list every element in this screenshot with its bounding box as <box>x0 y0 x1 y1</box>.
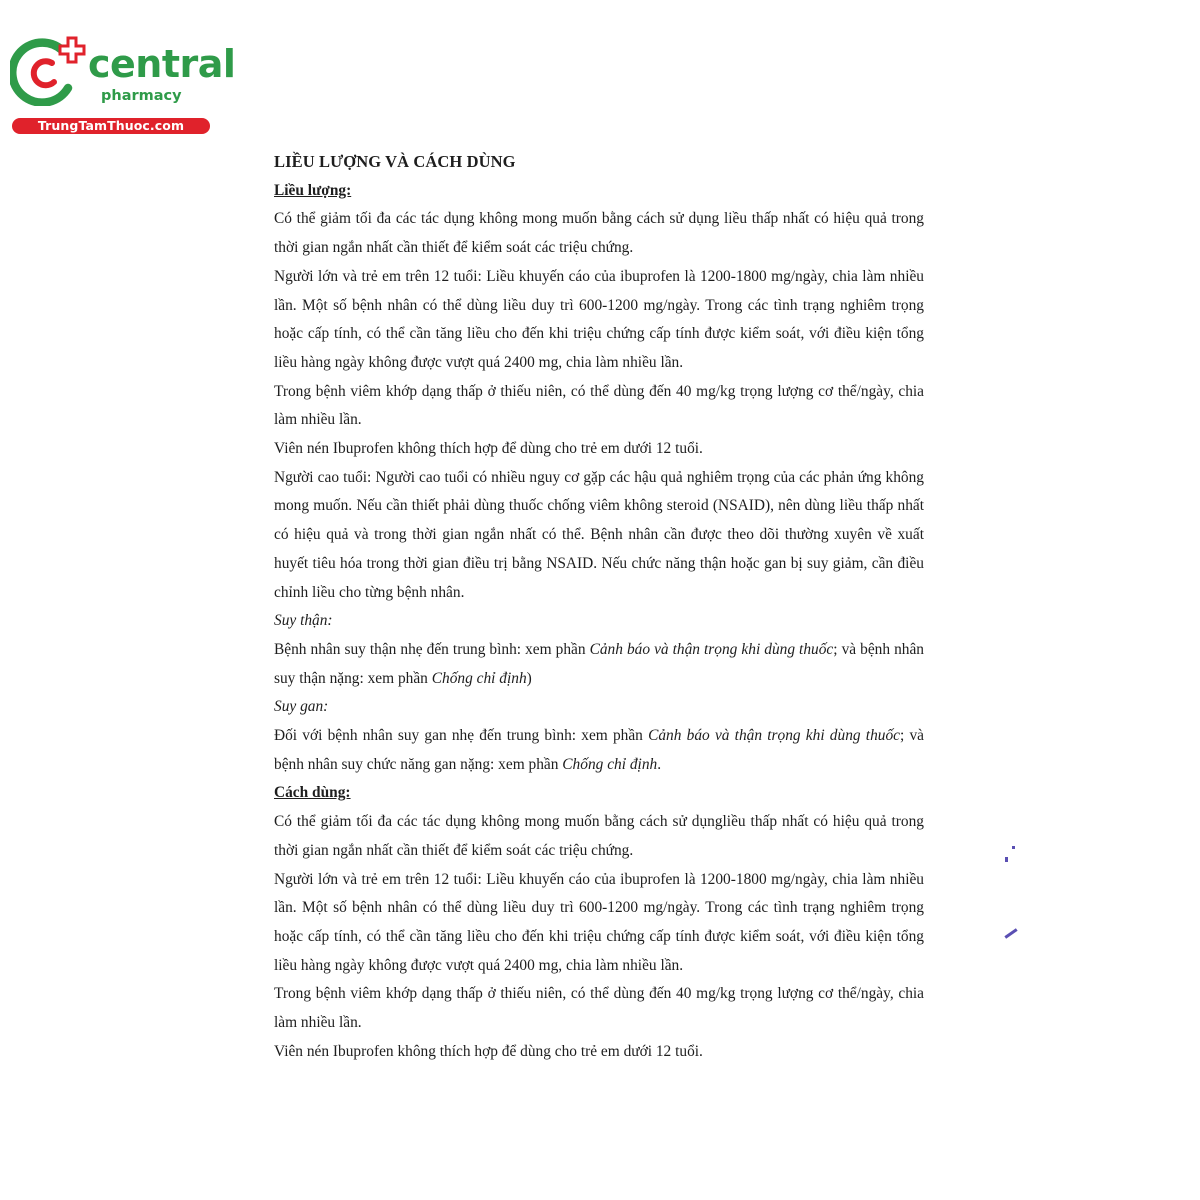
logo-wordmark: central <box>88 42 236 86</box>
usage-paragraph-1: Có thể giảm tối đa các tác dụng không mong muốn bằng cách sử dụngliều thấp nhất có hiệu quả trong thời gian ngắn nhất cần thiết để kiểm soát các triệu chứng. <box>274 813 924 859</box>
document-title: LIỀU LƯỢNG VÀ CÁCH DÙNG <box>274 152 516 171</box>
hepatic-text-a: Đối với bệnh nhân suy gan nhẹ đến trung bình: xem phần <box>274 727 649 745</box>
dosage-paragraph-5: Người cao tuổi: Người cao tuổi có nhiều nguy cơ gặp các hậu quả nghiêm trọng của các phản ứng không mong muốn. Nếu cần thiết phải dùng thuốc chống viêm không steroid (NSAID), nên dùng liều thấp nhất có hiệu quả và trong thời gian ngắn nhất có thể. Bệnh nhân cần được theo dõi thường xuyên về xuất huyết tiêu hóa trong thời gian điều trị bằng NSAID. Nếu chức năng thận hoặc gan bị suy giảm, cần điều chỉnh liều cho từng bệnh nhân. <box>274 468 924 601</box>
scan-artifact-dot <box>1005 857 1008 862</box>
scan-artifact-dot <box>1012 846 1015 849</box>
hepatic-reference-warnings: Cảnh báo và thận trọng khi dùng thuốc <box>648 727 900 745</box>
hepatic-impairment-paragraph <box>274 722 924 779</box>
hepatic-reference-contraindications: Chống chỉ định <box>562 755 658 773</box>
renal-reference-contraindications: Chống chỉ định <box>431 669 527 687</box>
pharmacy-cross-logo-icon <box>10 36 90 106</box>
document-body <box>274 148 924 1067</box>
hepatic-text-c: . <box>657 755 662 773</box>
renal-impairment-paragraph <box>274 636 924 693</box>
dosage-paragraph-3: Trong bệnh viêm khớp dạng thấp ở thiếu niên, có thể dùng đến 40 mg/kg trọng lượng cơ thể/ngày, chia làm nhiều lần. <box>274 382 924 429</box>
usage-heading: Cách dùng: <box>274 784 351 802</box>
dosage-paragraph-2: Người lớn và trẻ em trên 12 tuổi: Liều khuyến cáo của ibuprofen là 1200-1800 mg/ngày, chia làm nhiều lần. Một số bệnh nhân có thể dùng liều duy trì 600-1200 mg/ngày. Trong các tình trạng nghiêm trọng hoặc cấp tính, có thể cần tăng liều cho đến khi triệu chứng cấp tính được kiểm soát, với điều kiện tổng liều hàng ngày không được vượt quá 2400 mg, chia làm nhiều lần. <box>274 267 924 371</box>
hepatic-text-b: ; và bệnh nhân suy chức năng gan nặng: xem phần <box>274 727 925 773</box>
hepatic-impairment-heading: Suy gan: <box>274 698 329 716</box>
dosage-heading: Liều lượng: <box>274 181 352 199</box>
usage-paragraph-3: Trong bệnh viêm khớp dạng thấp ở thiếu niên, có thể dùng đến 40 mg/kg trọng lượng cơ thể/ngày, chia làm nhiều lần. <box>274 985 924 1032</box>
renal-text-b: ; và bệnh nhân suy thận nặng: xem phần <box>274 640 924 687</box>
renal-text-c: ) <box>526 669 532 687</box>
dosage-paragraph-4: Viên nén Ibuprofen không thích hợp để dùng cho trẻ em dưới 12 tuổi. <box>274 440 703 458</box>
logo-subtext: pharmacy <box>101 88 182 104</box>
logo-website-banner: TrungTamThuoc.com <box>12 118 210 134</box>
central-pharmacy-logo <box>10 36 236 136</box>
scan-artifact-stroke <box>1004 928 1017 938</box>
renal-reference-warnings: Cảnh báo và thận trọng khi dùng thuốc <box>589 640 834 658</box>
renal-text-a: Bệnh nhân suy thận nhẹ đến trung bình: xem phần <box>274 640 590 658</box>
usage-paragraph-4: Viên nén Ibuprofen không thích hợp để dùng cho trẻ em dưới 12 tuổi. <box>274 1042 703 1060</box>
dosage-paragraph-1: Có thể giảm tối đa các tác dụng không mong muốn bằng cách sử dụng liều thấp nhất có hiệu quả trong thời gian ngắn nhất cần thiết để kiểm soát các triệu chứng. <box>274 210 924 257</box>
renal-impairment-heading: Suy thận: <box>274 612 333 630</box>
usage-paragraph-2: Người lớn và trẻ em trên 12 tuổi: Liều khuyến cáo của ibuprofen là 1200-1800 mg/ngày, chia làm nhiều lần. Một số bệnh nhân có thể dùng liều duy trì 600-1200 mg/ngày. Trong các tình trạng nghiêm trọng hoặc cấp tính, có thể cần tăng liều cho đến khi triệu chứng cấp tính được kiểm soát, với điều kiện tổng liều hàng ngày không được vượt quá 2400 mg, chia làm nhiều lần. <box>274 870 924 974</box>
